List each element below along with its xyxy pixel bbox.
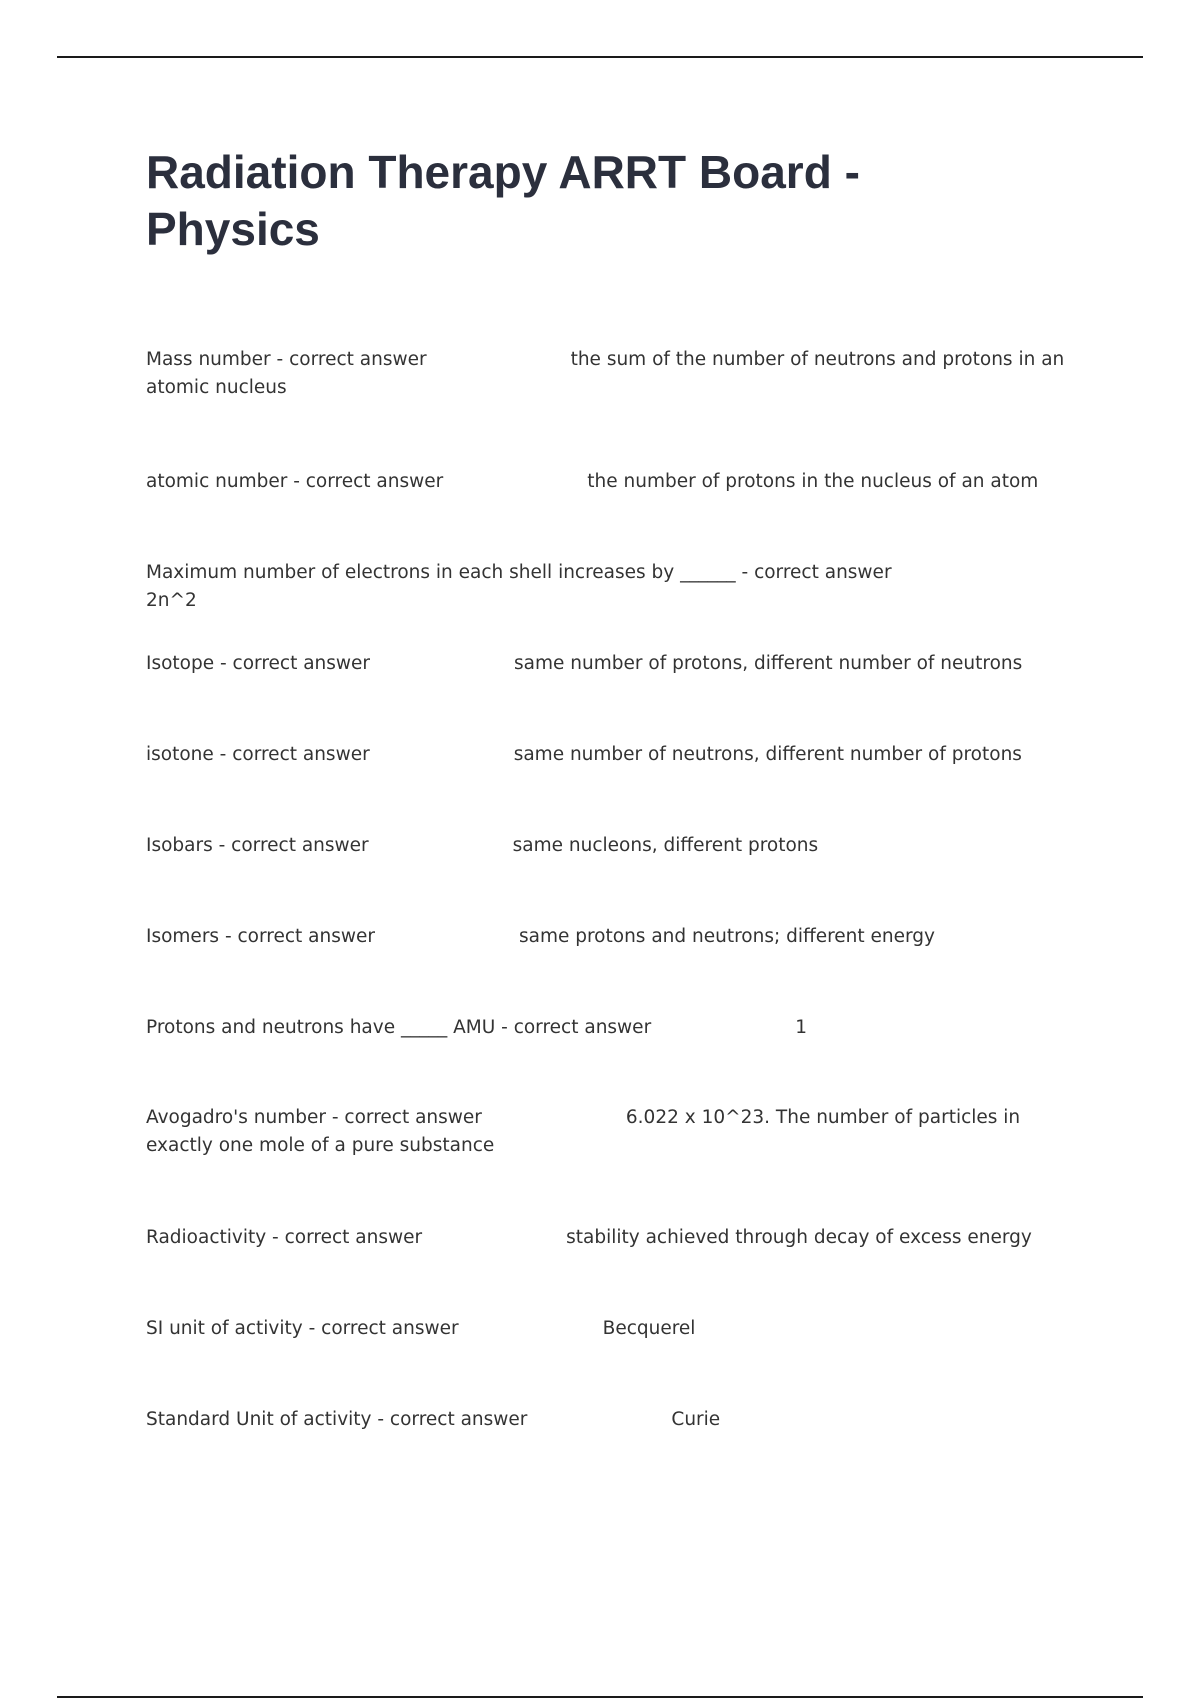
card-term: atomic number - correct answer <box>146 471 444 492</box>
top-rule <box>57 56 1143 58</box>
card-term: Maximum number of electrons in each shell increases by ______ - correct answer <box>146 562 892 583</box>
card-avogadro <box>146 1104 1076 1160</box>
card-term: isotone - correct answer <box>146 744 370 765</box>
card-isomers <box>146 923 1076 951</box>
bottom-rule <box>57 1696 1143 1698</box>
card-term: Isobars - correct answer <box>146 835 369 856</box>
card-term: SI unit of activity - correct answer <box>146 1318 459 1339</box>
card-max-electrons <box>146 559 1076 615</box>
card-answer: same nucleons, different protons <box>512 835 819 856</box>
card-atomic-number <box>146 468 1076 496</box>
card-answer: Becquerel <box>602 1318 696 1339</box>
card-term: Avogadro's number - correct answer <box>146 1107 482 1128</box>
card-answer: Curie <box>671 1409 721 1430</box>
card-term: Mass number - correct answer <box>146 349 427 370</box>
card-radioactivity <box>146 1224 1076 1252</box>
card-answer: 2n^2 <box>146 590 197 611</box>
card-answer: the sum of the number of neutrons and protons in an atomic nucleus <box>146 349 1065 398</box>
card-term: Protons and neutrons have _____ AMU - correct answer <box>146 1017 652 1038</box>
card-answer: same protons and neutrons; different energy <box>518 926 935 947</box>
card-answer: same number of neutrons, different number of protons <box>513 744 1022 765</box>
card-isotope <box>146 650 1076 678</box>
card-answer: 6.022 x 10^23. The number of particles in exactly one mole of a pure substance <box>146 1107 1021 1156</box>
card-answer: stability achieved through decay of excess energy <box>566 1227 1032 1248</box>
card-si-unit <box>146 1315 1076 1343</box>
card-amu <box>146 1014 1076 1042</box>
card-answer: the number of protons in the nucleus of an atom <box>587 471 1039 492</box>
document-title: Radiation Therapy ARRT Board - Physics <box>146 146 860 255</box>
card-standard-unit <box>146 1406 1076 1434</box>
card-term: Isotope - correct answer <box>146 653 371 674</box>
card-answer: same number of protons, different number of neutrons <box>514 653 1023 674</box>
card-term: Isomers - correct answer <box>146 926 375 947</box>
card-answer: 1 <box>795 1017 807 1038</box>
card-isotone <box>146 741 1076 769</box>
card-term: Standard Unit of activity - correct answer <box>146 1409 528 1430</box>
card-term: Radioactivity - correct answer <box>146 1227 423 1248</box>
card-isobars <box>146 832 1076 860</box>
card-mass-number <box>146 346 1076 402</box>
